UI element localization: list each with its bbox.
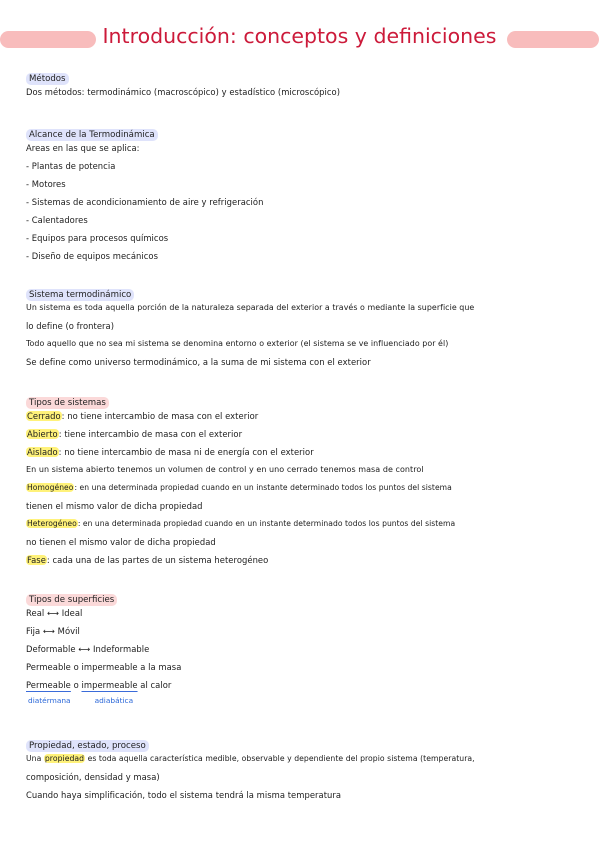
annotation-line [26, 694, 586, 708]
text-line: Cuando haya simplificación, todo el sistema tendrá la misma temperatura [26, 790, 342, 800]
section-alcance [26, 122, 586, 265]
section-tipos-sistemas [26, 390, 586, 569]
list-item: - Diseño de equipos mecánicos [26, 251, 158, 261]
section-heading-tipos-superficies: Tipos de superficies [26, 594, 117, 606]
text-line: Deformable ⟷ Indeformable [26, 644, 150, 654]
text-line: Se define como universo termodinámico, a la suma de mi sistema con el exterior [26, 357, 371, 367]
page-title: Introducción: conceptos y definiciones [102, 24, 497, 48]
text-line: Todo aquello que no sea mi sistema se denomina entorno o exterior (el sistema se ve influenciado por él) [26, 339, 449, 348]
definition-abierto: Abierto: tiene intercambio de masa con el exterior [27, 429, 243, 439]
section-metodos [26, 66, 586, 101]
list-item: - Plantas de potencia [26, 161, 116, 171]
section-heading-metodos: Métodos [26, 73, 69, 85]
section-propiedad [26, 733, 586, 804]
section-tipos-superficies [26, 587, 586, 708]
section-sistema [26, 282, 586, 371]
text-line: Areas en las que se aplica: [26, 143, 140, 153]
highlighted-term: Cerrado [27, 411, 61, 421]
section-heading-propiedad: Propiedad, estado, proceso [26, 740, 149, 752]
text-line: Permeable o impermeable a la masa [26, 662, 182, 672]
highlighted-term: Aislado [27, 447, 58, 457]
text-line: Un sistema es toda aquella porción de la naturaleza separada del exterior a través o mediante la superficie que [26, 303, 475, 312]
text-line: no tienen el mismo valor de dicha propiedad [26, 537, 216, 547]
text-line: tienen el mismo valor de dicha propiedad [26, 501, 203, 511]
highlighted-term: Heterogéneo [27, 519, 77, 528]
annotation-adiabatica: adiabática [94, 696, 134, 705]
text-line: En un sistema abierto tenemos un volumen de control y en uno cerrado tenemos masa de control [26, 465, 424, 474]
underlined-term: impermeable [81, 680, 138, 690]
highlighted-term: Fase [27, 555, 46, 565]
definition-propiedad: Una propiedad es toda aquella característica medible, observable y dependiente del propio sistema (temperatura, [26, 754, 475, 763]
list-item: - Sistemas de acondicionamiento de aire y refrigeración [26, 197, 264, 207]
list-item: - Calentadores [26, 215, 88, 225]
list-item: - Equipos para procesos químicos [26, 233, 169, 243]
highlighted-term: propiedad [44, 754, 85, 763]
annotation-diatermana: diatérmana [28, 696, 71, 705]
text-line-heat: Permeable o impermeable al calor [26, 680, 172, 690]
underlined-term: Permeable [26, 680, 71, 690]
text-line: Dos métodos: termodinámico (macroscópico) y estadístico (microscópico) [26, 87, 341, 97]
text-line: composición, densidad y masa) [26, 772, 160, 782]
highlighted-term: Homogéneo [27, 483, 74, 492]
section-heading-tipos-sistemas: Tipos de sistemas [26, 397, 109, 409]
definition-aislado: Aislado: no tiene intercambio de masa ni de energía con el exterior [27, 447, 314, 457]
text-line: Fija ⟷ Móvil [26, 626, 80, 636]
definition-homogeneo: Homogéneo: en una determinada propiedad cuando en un instante determinado todos los puntos del sistema [27, 483, 452, 492]
list-item: - Motores [26, 179, 66, 189]
highlighted-term: Abierto [27, 429, 58, 439]
definition-heterogeneo: Heterogéneo: en una determinada propiedad cuando en un instante determinado todos los puntos del sistema [27, 519, 456, 528]
section-heading-alcance: Alcance de la Termodinámica [26, 129, 158, 141]
definition-fase: Fase: cada una de las partes de un sistema heterogéneo [27, 555, 269, 565]
text-line: Real ⟷ Ideal [26, 608, 83, 618]
definition-cerrado: Cerrado: no tiene intercambio de masa con el exterior [27, 411, 259, 421]
text-line: lo define (o frontera) [26, 321, 115, 331]
section-heading-sistema: Sistema termodinámico [26, 289, 134, 301]
